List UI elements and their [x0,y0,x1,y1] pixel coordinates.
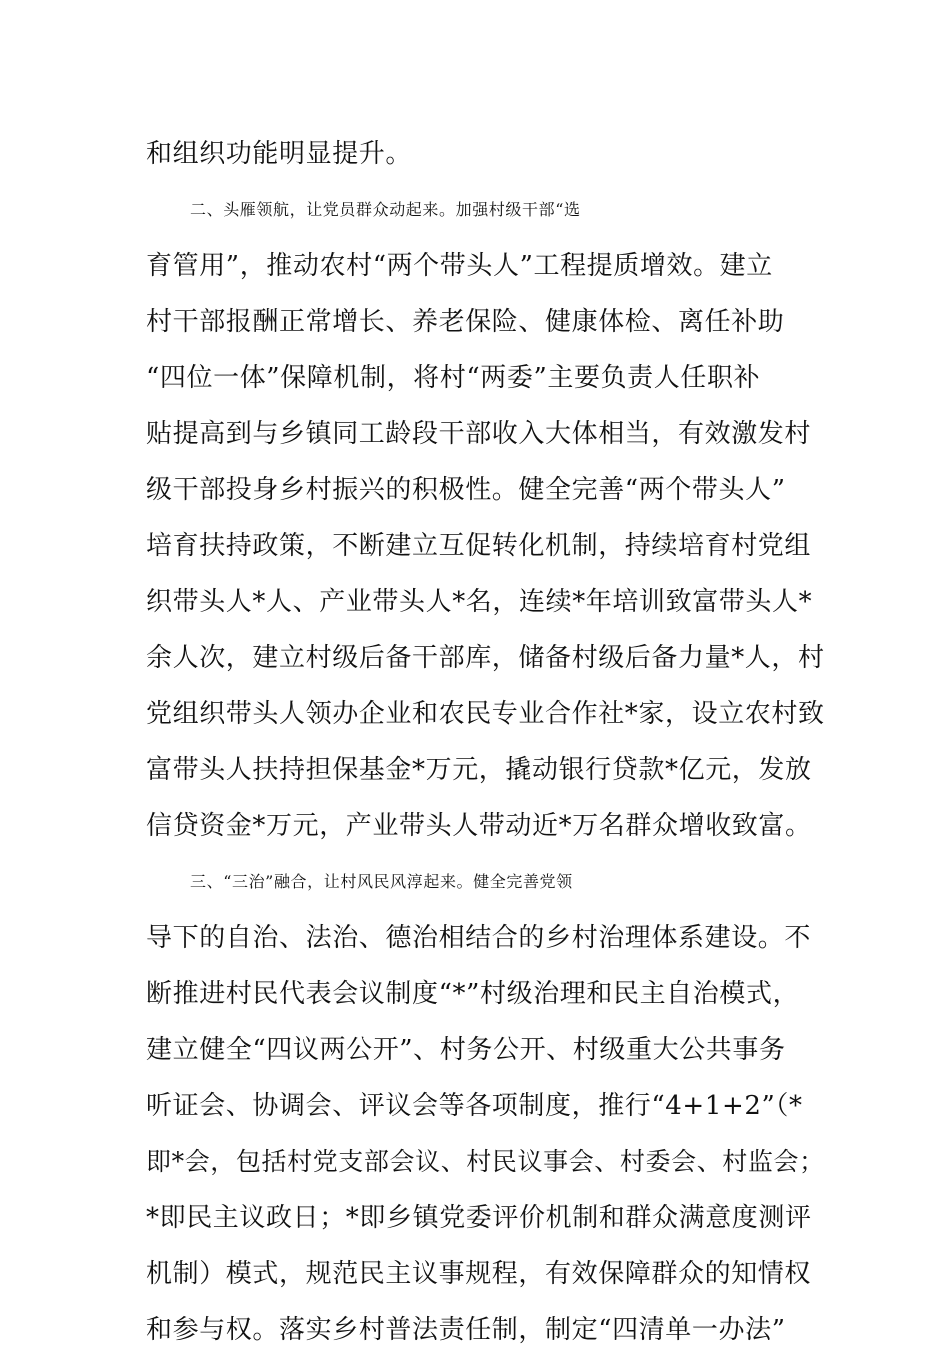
text-line: 村干部报酬正常增长、养老保险、健康体检、离任补助 [146,307,785,337]
text-line: 建立健全“四议两公开”、村务公开、村级重大公共事务 [146,1035,786,1065]
text-line: 和组织功能明显提升。 [146,139,413,169]
text-line: 断推进村民代表会议制度“*”村级治理和民主自治模式， [146,979,800,1009]
text-line: 贴提高到与乡镇同工龄段干部收入大体相当，有效激发村 [146,419,812,449]
text-line: 织带头人*人、产业带头人*名，连续*年培训致富带头人* [146,587,813,617]
text-line: 党组织带头人领办企业和农民专业合作社*家，设立农村致 [146,699,825,729]
text-line: “四位一体”保障机制，将村“两委”主要负责人任职补 [146,363,761,393]
text-line: 育管用”，推动农村“两个带头人”工程提质增效。建立 [146,251,773,281]
text-line: 富带头人扶持担保基金*万元，撬动银行贷款*亿元，发放 [146,755,812,785]
text-line: 机制）模式，规范民主议事规程，有效保障群众的知情权 [146,1259,812,1289]
paragraph-heading-2: 二、头雁领航，让党员群众动起来。加强村级干部“选 [190,200,581,219]
text-line: 培育扶持政策，不断建立互促转化机制，持续培育村党组 [146,531,812,561]
paragraph-heading-3: 三、“三治”融合，让村风民风淳起来。健全完善党领 [190,872,573,891]
text-line: 导下的自治、法治、德治相结合的乡村治理体系建设。不 [146,923,812,953]
text-line: 信贷资金*万元，产业带头人带动近*万名群众增收致富。 [146,811,812,841]
text-line: 级干部投身乡村振兴的积极性。健全完善“两个带头人” [146,475,786,505]
text-line: 余人次，建立村级后备干部库，储备村级后备力量*人，村 [146,643,825,673]
text-line: 即*会，包括村党支部会议、村民议事会、村委会、村监会； [146,1147,825,1176]
text-line: 听证会、协调会、评议会等各项制度，推行“4+1+2”（* [146,1091,803,1121]
text-line: *即民主议政日；*即乡镇党委评价机制和群众满意度测评 [146,1203,812,1233]
text-line: 和参与权。落实乡村普法责任制，制定“四清单一办法” [146,1315,786,1345]
